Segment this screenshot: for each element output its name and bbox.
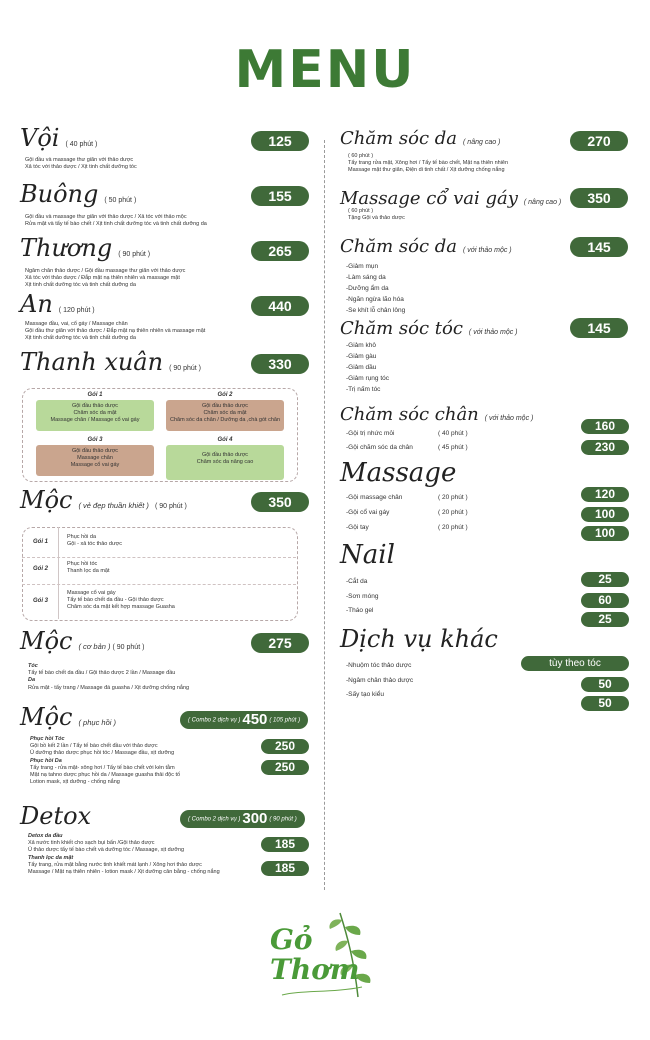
list-item: -Giảm mụn	[346, 263, 379, 270]
price-csc-1: 160	[581, 419, 629, 434]
package-card: Gội đầu thảo dược Chăm sóc da nâng cao	[166, 445, 284, 480]
list-cst	[346, 340, 389, 395]
item-name-csc: Chăm sóc chân ( với thảo mộc )	[340, 404, 534, 425]
item-name-cst: Chăm sóc tóc ( với thảo mộc )	[340, 318, 518, 339]
service-label: -Gội massage chân	[346, 494, 403, 501]
price-an: 440	[251, 296, 309, 316]
list-item: -Giảm gàu	[346, 353, 377, 360]
desc-voi: Gội đầu và massage thư giãn với thảo dược Xả tóc với thảo dược / Xịt tinh chất dưỡng tóc	[25, 157, 137, 171]
price-nail-1: 25	[581, 572, 629, 587]
menu-title: MENU	[234, 40, 416, 100]
service-label: -Ngâm chân thảo dược	[346, 677, 414, 684]
item-name-voi: Vội ( 40 phút )	[20, 124, 98, 152]
item-name-massage: Massage	[340, 458, 457, 488]
list-item: -Giảm rụng tóc	[346, 375, 389, 382]
package-label: Gói 3	[33, 598, 49, 604]
item-name-an: An ( 120 phút )	[20, 290, 95, 318]
item-name-thanhxuan: Thanh xuân ( 90 phút )	[20, 348, 201, 376]
brand-logo	[262, 905, 382, 1005]
package-label: Gói 4	[217, 437, 233, 443]
price-phuchoi-toc: 250	[261, 739, 309, 754]
price-phuchoi-da: 250	[261, 760, 309, 775]
desc-moc-coban: Tóc Tẩy tế bào chết da đầu / Gội thảo dược 2 lần / Massage đầu Da Rửa mặt - tẩy trang / Massage đá guasha / Xịt dưỡng chống nắng	[28, 663, 190, 691]
price-massage-2: 100	[581, 507, 629, 522]
row-divider	[22, 557, 296, 558]
service-label: -Gội cổ vai gáy	[346, 509, 390, 516]
package-desc: Massage cổ vai gáy Tẩy tế bào chết da đầu - Gội thảo dược Chăm sóc da mặt kết hợp massage Guasha	[67, 590, 175, 611]
item-name-moc-phuchoi: Mộc ( phục hồi )	[20, 703, 116, 731]
item-name-csd-thaomoc: Chăm sóc da ( với thảo mộc )	[340, 236, 512, 257]
price-csd-nangcao: 270	[570, 131, 628, 151]
item-name-massage-covaigay: Massage cổ vai gáy ( nâng cao )	[340, 188, 562, 209]
price-detox-da-dau: 185	[261, 837, 309, 852]
service-label: -Sấy tạo kiểu	[346, 691, 384, 698]
price-csd-thaomoc: 145	[570, 237, 628, 257]
price-massage-covaigay: 350	[570, 188, 628, 208]
price-voi: 125	[251, 131, 309, 151]
desc-thuong: Ngâm chân thảo dược / Gội đầu massage thư giãn với thảo dược Xả tóc với thảo dược / Đắp mặt nạ thiên nhiên và massage mặt Xịt tinh chất dưỡng tóc và tinh chất dưỡng da	[25, 268, 186, 289]
package-desc: Phục hồi da Gội - xả tóc thảo dược	[67, 534, 122, 548]
service-duration: ( 20 phút )	[438, 524, 468, 531]
package-table-divider	[58, 527, 59, 619]
service-label: -Gội chăm sóc da chân	[346, 444, 413, 451]
service-label: -Gội tay	[346, 524, 369, 531]
item-name-moc-coban: Mộc ( cơ bản ) ( 90 phút )	[20, 627, 145, 655]
desc-an: Massage đầu, vai, cổ gáy / Massage chân Gội đầu thư giãn với thảo dược / Đắp mặt nạ thiên nhiên và massage mặt Xịt tinh chất dưỡng tóc và tinh chất dưỡng da	[25, 321, 206, 342]
item-name-dichvukhac: Dịch vụ khác	[340, 625, 498, 653]
package-label: Gói 3	[87, 437, 103, 443]
price-thanhxuan: 330	[251, 354, 309, 374]
list-item: -Giảm dầu	[346, 364, 377, 371]
logo-text: Gỏ Thơm	[270, 923, 360, 986]
package-card: Gội đầu thảo dược Chăm sóc da mặt Chăm sóc da chân / Dưỡng da ,chà gót chân	[166, 400, 284, 431]
package-desc: Phục hồi tóc Thanh lọc da mặt	[67, 561, 110, 575]
row-divider	[22, 584, 296, 585]
desc-massage-covaigay: ( 60 phút ) Tặng Gội và thảo dược	[348, 208, 405, 222]
item-name-detox: Detox	[20, 802, 92, 830]
price-buong: 155	[251, 186, 309, 206]
price-nail-2: 60	[581, 593, 629, 608]
service-label: -Sơn móng	[346, 593, 379, 600]
price-moc-coban: 275	[251, 633, 309, 653]
desc-moc-phuchoi: Phục hồi Tóc Gội bồ kết 2 lần / Tẩy tế bào chết đầu với thảo dược Ủ dưỡng thảo dược phục hồi tóc / Massage đầu, xịt dưỡng Phục hồi Da Tẩy trang - rửa mặt- xông hơi / Tẩy tế bào chết với kén tằm Mặt nạ tahno dược phục hồi da / Massage guasha thải độc tố Lotion mask, xịt dưỡng - chống nắng	[30, 736, 181, 786]
price-dvk-1: tùy theo tóc	[521, 656, 629, 671]
price-dvk-3: 50	[581, 696, 629, 711]
service-label: -Tháo gel	[346, 607, 374, 614]
price-nail-3: 25	[581, 612, 629, 627]
desc-csd-nangcao: ( 60 phút ) Tẩy trang rửa mặt, Xông hơi / Tẩy tế bào chết, Mặt nạ thiên nhiên Massage mặt thư giãn, Điện di tinh chất / Xịt dưỡng chống nắng	[348, 153, 509, 174]
price-moc-thuankhiet: 350	[251, 492, 309, 512]
list-csd-thaomoc	[346, 261, 405, 316]
service-duration: ( 20 phút )	[438, 494, 468, 501]
column-divider	[324, 140, 325, 890]
desc-detox: Detox da đầu Xả nước tinh khiết cho sạch bụi bẩn /Gội thảo dược Ủ thảo dược tẩy tế bào chết và dưỡng tóc / Massage, xịt dưỡng Thanh lọc da mặt Tẩy trang, rửa mặt bằng nước tinh khiết mát lạnh / Xông hơi thảo dược Massage / Mặt nạ thiên nhiên - lotion mask / Xịt dưỡng cân bằng - chống nắng	[28, 833, 220, 876]
desc-buong: Gội đầu và massage thư giãn với thảo dược / Xả tóc với thảo mộc Rửa mặt và tẩy tế bào chết / Xịt tinh chất dưỡng tóc và tinh chất dưỡng da	[25, 214, 207, 228]
price-massage-1: 120	[581, 487, 629, 502]
item-name-buong: Buông ( 50 phút )	[20, 180, 137, 208]
price-csc-2: 230	[581, 440, 629, 455]
price-dvk-2: 50	[581, 677, 629, 692]
package-label: Gói 2	[33, 566, 49, 572]
item-name-csd-nangcao: Chăm sóc da ( nâng cao )	[340, 128, 501, 149]
package-label: Gói 1	[87, 392, 103, 398]
item-name-moc-thuankhiet: Mộc ( vẻ đẹp thuần khiết ) ( 90 phút )	[20, 486, 187, 514]
item-name-thuong: Thương ( 90 phút )	[20, 234, 151, 262]
price-detox-da-mat: 185	[261, 861, 309, 876]
list-item: -Dưỡng ẩm da	[346, 285, 389, 292]
list-item: -Giảm khô	[346, 342, 376, 349]
item-name-nail: Nail	[340, 540, 395, 570]
service-label: -Gội trị nhức mỏi	[346, 430, 395, 437]
package-card: Gội đầu thảo dược Massage chân Massage cổ vai gáy	[36, 445, 154, 476]
package-label: Gói 1	[33, 539, 49, 545]
list-item: -Trị nấm tóc	[346, 386, 381, 393]
package-label: Gói 2	[217, 392, 233, 398]
service-label: -Nhuộm tóc thảo dược	[346, 662, 412, 669]
service-duration: ( 45 phút )	[438, 444, 468, 451]
service-duration: ( 20 phút )	[438, 509, 468, 516]
combo-detox: ( Combo 2 dịch vụ ) 300 ( 90 phút )	[180, 810, 305, 828]
list-item: -Se khít lỗ chân lông	[346, 307, 406, 314]
package-card: Gội đầu thảo dược Chăm sóc da mặt Massage chân / Massage cổ vai gáy	[36, 400, 154, 431]
list-item: -Ngăn ngừa lão hóa	[346, 296, 404, 303]
service-label: -Cắt da	[346, 578, 368, 585]
combo-moc-phuchoi: ( Combo 2 dịch vụ ) 450 ( 105 phút )	[180, 711, 308, 729]
list-item: -Làm sáng da	[346, 274, 386, 281]
service-duration: ( 40 phút )	[438, 430, 468, 437]
price-thuong: 265	[251, 241, 309, 261]
price-massage-3: 100	[581, 526, 629, 541]
price-cst: 145	[570, 318, 628, 338]
